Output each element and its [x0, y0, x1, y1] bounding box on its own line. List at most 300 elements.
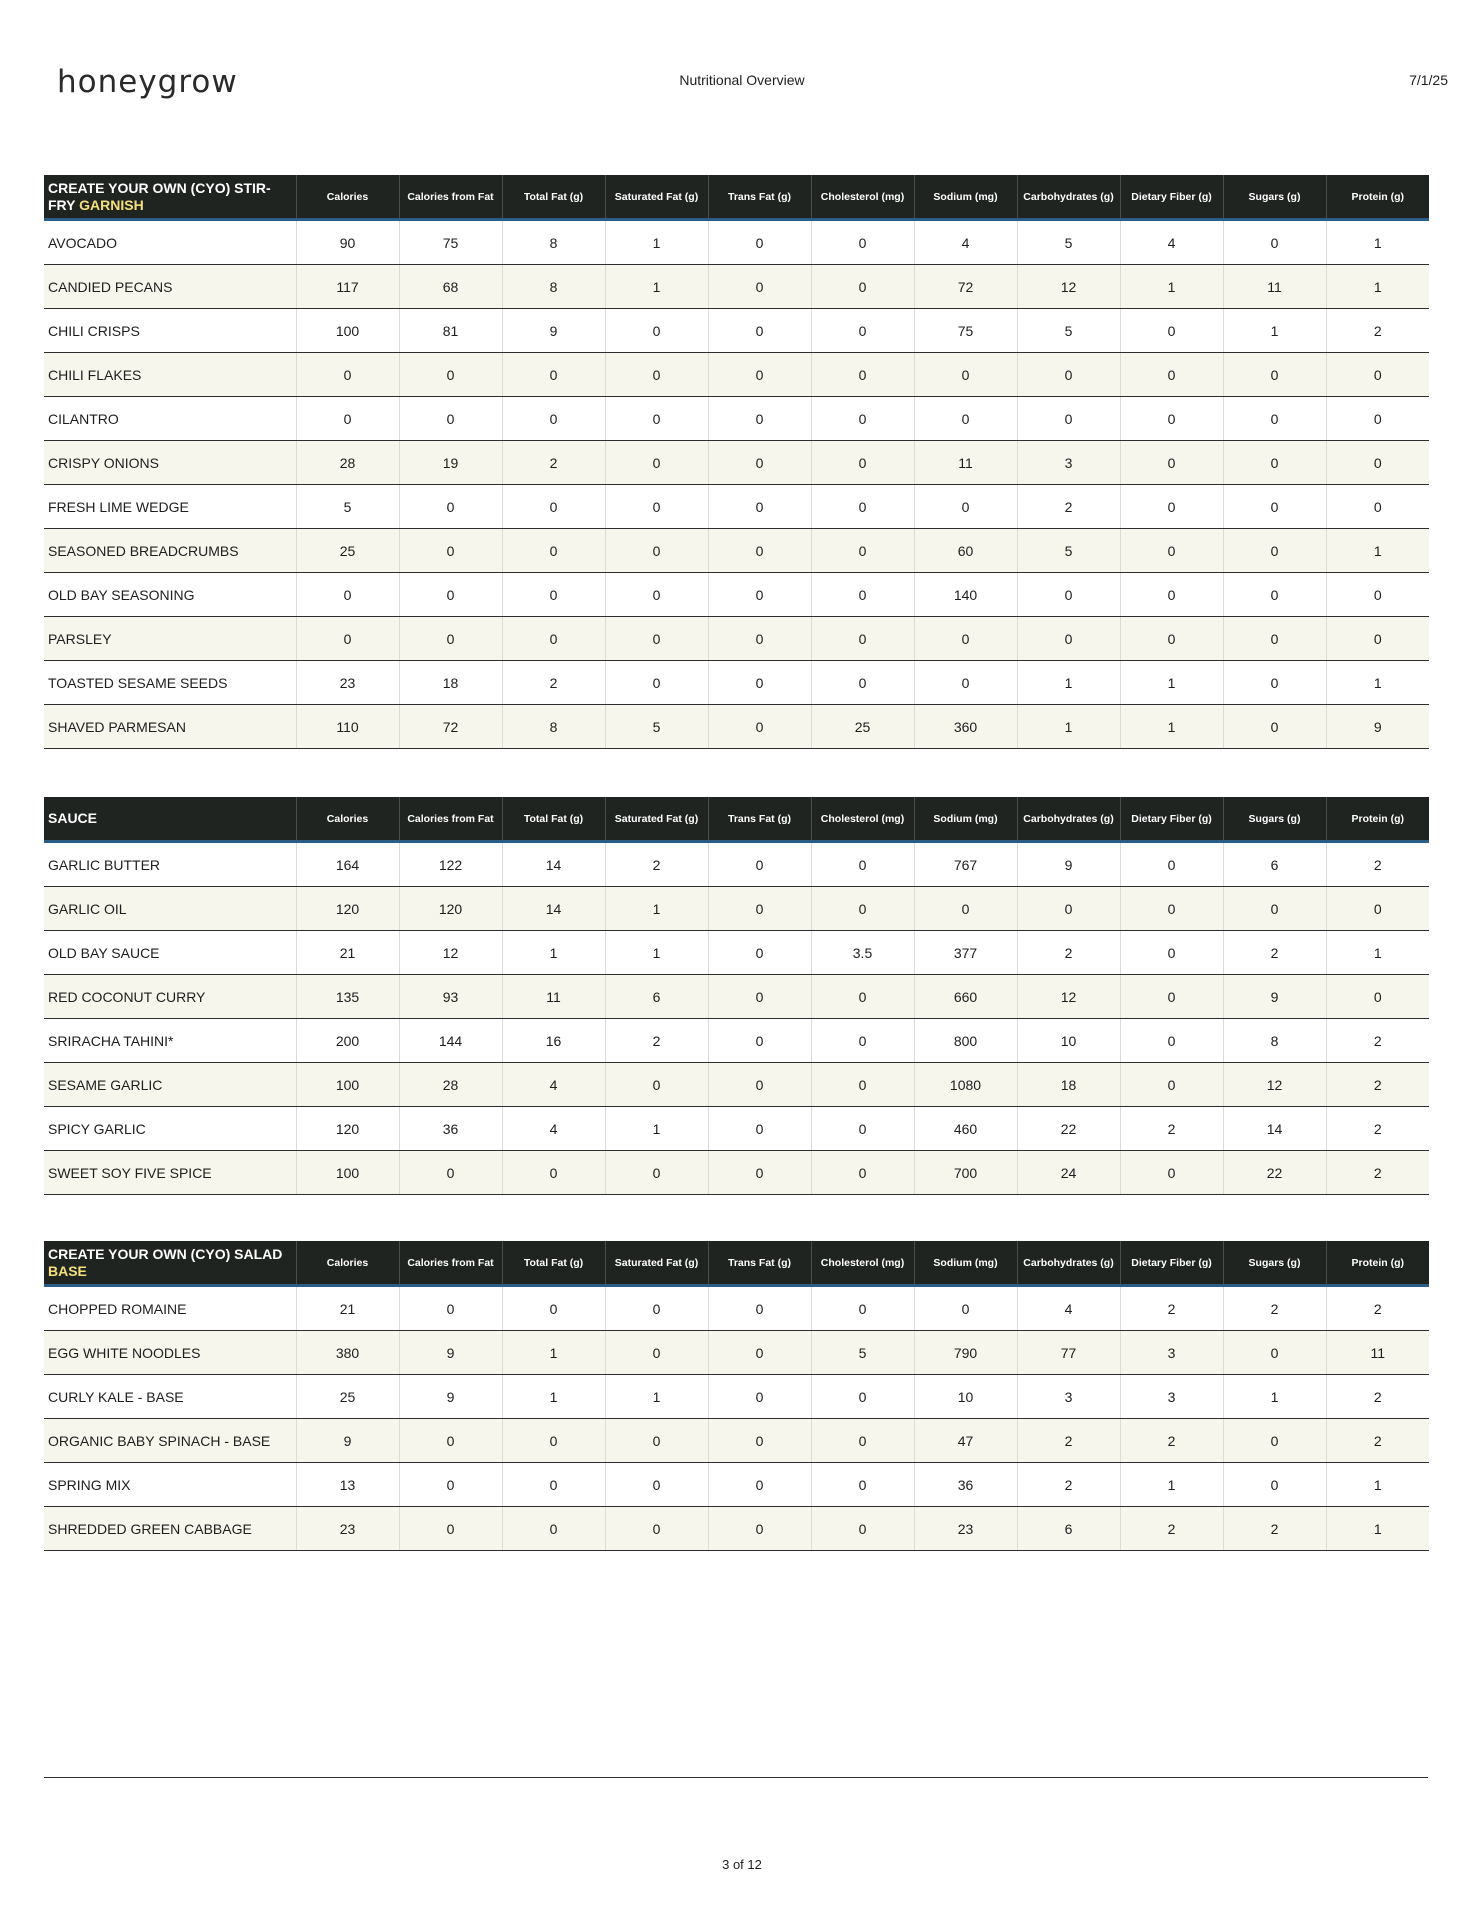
nutrient-value: 2: [605, 1019, 708, 1063]
nutrient-value: 700: [914, 1151, 1017, 1195]
nutrient-value: 0: [811, 353, 914, 397]
nutrient-value: 36: [399, 1107, 502, 1151]
nutrient-value: 0: [296, 573, 399, 617]
item-name: SESAME GARLIC: [44, 1063, 296, 1107]
item-name: TOASTED SESAME SEEDS: [44, 661, 296, 705]
item-name: RED COCONUT CURRY: [44, 975, 296, 1019]
item-name: OLD BAY SAUCE: [44, 931, 296, 975]
table-row: [44, 1107, 1429, 1151]
nutrient-value: 1: [1120, 661, 1223, 705]
nutrient-value: 1: [1326, 265, 1429, 309]
column-header: Dietary Fiber (g): [1120, 175, 1223, 220]
section-title: [44, 1241, 296, 1286]
nutrient-value: 2: [1120, 1419, 1223, 1463]
nutrient-value: 2: [1326, 1419, 1429, 1463]
nutrient-value: 0: [914, 485, 1017, 529]
nutrient-value: 0: [605, 617, 708, 661]
nutrient-value: 4: [914, 220, 1017, 265]
table-row: [44, 353, 1429, 397]
nutrient-value: 0: [1326, 975, 1429, 1019]
nutrient-value: 0: [708, 1286, 811, 1331]
nutrient-value: 1: [502, 931, 605, 975]
nutrient-value: 1: [1326, 220, 1429, 265]
table-row: [44, 397, 1429, 441]
nutrient-value: 120: [296, 1107, 399, 1151]
nutrient-value: 0: [1223, 573, 1326, 617]
nutrition-table: [44, 175, 1429, 749]
column-header: Calories: [296, 797, 399, 842]
nutrient-value: 1: [502, 1331, 605, 1375]
nutrient-value: 0: [605, 353, 708, 397]
nutrient-value: 4: [502, 1107, 605, 1151]
nutrient-value: 6: [1223, 842, 1326, 887]
nutrient-value: 0: [811, 1286, 914, 1331]
nutrient-value: 3: [1120, 1375, 1223, 1419]
nutrient-value: 9: [399, 1331, 502, 1375]
nutrient-value: 1: [1326, 931, 1429, 975]
nutrient-value: 24: [1017, 1151, 1120, 1195]
nutrient-value: 0: [605, 1331, 708, 1375]
nutrient-value: 0: [502, 573, 605, 617]
nutrient-value: 0: [1223, 441, 1326, 485]
nutrient-value: 0: [605, 397, 708, 441]
nutrient-value: 0: [502, 353, 605, 397]
nutrient-value: 0: [1120, 931, 1223, 975]
nutrient-value: 2: [1017, 1463, 1120, 1507]
nutrient-value: 0: [708, 1375, 811, 1419]
section-title: [44, 175, 296, 220]
nutrient-value: 0: [1120, 485, 1223, 529]
nutrient-value: 0: [1017, 397, 1120, 441]
nutrient-value: 0: [708, 441, 811, 485]
table-row: [44, 1019, 1429, 1063]
nutrient-value: 3: [1017, 441, 1120, 485]
footer-divider: [44, 1777, 1428, 1778]
nutrient-value: 8: [502, 705, 605, 749]
nutrient-value: 11: [1223, 265, 1326, 309]
document-title: Nutritional Overview: [679, 72, 805, 88]
nutrient-value: 0: [399, 1463, 502, 1507]
nutrient-value: 0: [914, 661, 1017, 705]
item-name: CANDIED PECANS: [44, 265, 296, 309]
nutrient-value: 0: [811, 441, 914, 485]
nutrition-table: [44, 797, 1429, 1195]
nutrient-value: 4: [502, 1063, 605, 1107]
nutrient-value: 72: [399, 705, 502, 749]
nutrient-value: 2: [1326, 1151, 1429, 1195]
nutrient-value: 0: [296, 617, 399, 661]
nutrient-value: 110: [296, 705, 399, 749]
nutrient-value: 0: [811, 573, 914, 617]
nutrient-value: 0: [811, 1463, 914, 1507]
nutrient-value: 23: [296, 661, 399, 705]
nutrient-value: 5: [1017, 220, 1120, 265]
nutrient-value: 0: [502, 1507, 605, 1551]
column-header: Saturated Fat (g): [605, 1241, 708, 1286]
column-header: Trans Fat (g): [708, 1241, 811, 1286]
table-row: [44, 705, 1429, 749]
nutrient-value: 9: [296, 1419, 399, 1463]
nutrient-value: 0: [811, 529, 914, 573]
item-name: CHILI FLAKES: [44, 353, 296, 397]
nutrient-value: 2: [1017, 931, 1120, 975]
nutrient-value: 0: [914, 617, 1017, 661]
nutrient-value: 12: [1017, 265, 1120, 309]
nutrient-value: 0: [1223, 1419, 1326, 1463]
nutrient-value: 90: [296, 220, 399, 265]
section-title-main: CREATE YOUR OWN (CYO) STIR-FRY: [48, 179, 271, 213]
nutrient-value: 28: [296, 441, 399, 485]
nutrient-value: 47: [914, 1419, 1017, 1463]
nutrient-value: 0: [708, 1019, 811, 1063]
nutrient-value: 0: [708, 975, 811, 1019]
nutrient-value: 1: [605, 265, 708, 309]
column-header: Carbohydrates (g): [1017, 797, 1120, 842]
nutrient-value: 8: [502, 220, 605, 265]
nutrient-value: 1080: [914, 1063, 1017, 1107]
nutrient-value: 93: [399, 975, 502, 1019]
brand-logo: honeygrow: [57, 64, 238, 100]
nutrient-value: 5: [605, 705, 708, 749]
table-row: [44, 842, 1429, 887]
nutrient-value: 0: [811, 661, 914, 705]
section-title-highlight: GARNISH: [79, 196, 144, 213]
nutrient-value: 77: [1017, 1331, 1120, 1375]
nutrient-value: 0: [1120, 1019, 1223, 1063]
table-row: [44, 1331, 1429, 1375]
nutrient-value: 0: [1017, 573, 1120, 617]
table-row: [44, 931, 1429, 975]
nutrient-value: 0: [1223, 397, 1326, 441]
nutrient-value: 2: [1017, 1419, 1120, 1463]
nutrient-value: 0: [1326, 485, 1429, 529]
nutrient-value: 0: [605, 1063, 708, 1107]
nutrient-value: 0: [914, 1286, 1017, 1331]
nutrient-value: 0: [811, 617, 914, 661]
item-name: SHREDDED GREEN CABBAGE: [44, 1507, 296, 1551]
column-header: Dietary Fiber (g): [1120, 1241, 1223, 1286]
column-header: Total Fat (g): [502, 1241, 605, 1286]
nutrition-table: [44, 1241, 1429, 1551]
nutrient-value: 0: [1120, 309, 1223, 353]
nutrient-value: 2: [502, 441, 605, 485]
nutrient-value: 3: [1120, 1331, 1223, 1375]
item-name: SWEET SOY FIVE SPICE: [44, 1151, 296, 1195]
nutrient-value: 5: [1017, 309, 1120, 353]
nutrient-value: 1: [1326, 1463, 1429, 1507]
column-header: Sodium (mg): [914, 175, 1017, 220]
nutrient-value: 1: [605, 1375, 708, 1419]
nutrient-value: 0: [502, 485, 605, 529]
table-row: [44, 975, 1429, 1019]
column-header: Calories: [296, 1241, 399, 1286]
column-header: Sugars (g): [1223, 1241, 1326, 1286]
column-header: Protein (g): [1326, 1241, 1429, 1286]
nutrient-value: 0: [1120, 617, 1223, 661]
column-header: Carbohydrates (g): [1017, 175, 1120, 220]
nutrient-value: 2: [1326, 1375, 1429, 1419]
nutrient-value: 23: [914, 1507, 1017, 1551]
item-name: SPRING MIX: [44, 1463, 296, 1507]
table-row: [44, 220, 1429, 265]
nutrient-value: 0: [708, 265, 811, 309]
nutrient-value: 22: [1017, 1107, 1120, 1151]
table-row: [44, 265, 1429, 309]
nutrient-value: 0: [811, 1419, 914, 1463]
nutrient-value: 0: [1223, 1463, 1326, 1507]
table-row: [44, 1419, 1429, 1463]
nutrient-value: 14: [502, 887, 605, 931]
item-name: EGG WHITE NOODLES: [44, 1331, 296, 1375]
nutrient-value: 0: [708, 1107, 811, 1151]
nutrient-value: 1: [1120, 1463, 1223, 1507]
nutrient-value: 0: [708, 1507, 811, 1551]
nutrient-value: 0: [399, 1507, 502, 1551]
column-header: Protein (g): [1326, 797, 1429, 842]
nutrient-value: 100: [296, 1063, 399, 1107]
nutrient-value: 8: [1223, 1019, 1326, 1063]
item-name: CURLY KALE - BASE: [44, 1375, 296, 1419]
nutrient-value: 0: [1017, 887, 1120, 931]
column-header: Protein (g): [1326, 175, 1429, 220]
nutrient-value: 0: [811, 1507, 914, 1551]
nutrient-value: 1: [1326, 1507, 1429, 1551]
nutrient-value: 1: [1120, 265, 1223, 309]
column-header: Total Fat (g): [502, 797, 605, 842]
table-row: [44, 441, 1429, 485]
nutrient-value: 0: [605, 1507, 708, 1551]
nutrient-value: 0: [914, 353, 1017, 397]
column-header: Sodium (mg): [914, 1241, 1017, 1286]
nutrient-value: 0: [811, 397, 914, 441]
nutrient-value: 0: [708, 617, 811, 661]
nutrient-value: 135: [296, 975, 399, 1019]
nutrient-value: 0: [1223, 220, 1326, 265]
nutrient-value: 0: [605, 1463, 708, 1507]
nutrient-value: 0: [605, 661, 708, 705]
nutrient-value: 0: [811, 975, 914, 1019]
nutrient-value: 0: [296, 397, 399, 441]
nutrient-value: 0: [708, 1063, 811, 1107]
nutrient-value: 19: [399, 441, 502, 485]
nutrient-value: 28: [399, 1063, 502, 1107]
column-header: Calories from Fat: [399, 175, 502, 220]
item-name: AVOCADO: [44, 220, 296, 265]
nutrient-value: 144: [399, 1019, 502, 1063]
nutrient-value: 0: [1017, 617, 1120, 661]
item-name: OLD BAY SEASONING: [44, 573, 296, 617]
nutrient-value: 3.5: [811, 931, 914, 975]
nutrient-value: 0: [1326, 573, 1429, 617]
nutrient-value: 18: [1017, 1063, 1120, 1107]
item-name: SEASONED BREADCRUMBS: [44, 529, 296, 573]
nutrient-value: 1: [605, 931, 708, 975]
nutrient-value: 0: [708, 529, 811, 573]
column-header: Saturated Fat (g): [605, 175, 708, 220]
nutrient-value: 10: [914, 1375, 1017, 1419]
nutrient-value: 1: [1120, 705, 1223, 749]
nutrient-value: 0: [811, 265, 914, 309]
nutrient-value: 380: [296, 1331, 399, 1375]
nutrient-value: 4: [1017, 1286, 1120, 1331]
nutrient-value: 0: [1120, 1063, 1223, 1107]
nutrient-value: 9: [399, 1375, 502, 1419]
page-header: [0, 60, 1484, 110]
nutrient-value: 0: [502, 617, 605, 661]
nutrient-value: 2: [1120, 1107, 1223, 1151]
nutrient-value: 1: [1017, 661, 1120, 705]
nutrient-value: 0: [399, 617, 502, 661]
nutrient-value: 9: [1326, 705, 1429, 749]
nutrient-value: 25: [296, 1375, 399, 1419]
nutrient-value: 0: [399, 1151, 502, 1195]
nutrient-value: 0: [811, 1019, 914, 1063]
nutrient-value: 0: [399, 529, 502, 573]
column-header: Calories from Fat: [399, 1241, 502, 1286]
nutrient-value: 1: [1223, 309, 1326, 353]
nutrient-value: 25: [811, 705, 914, 749]
nutrient-value: 0: [811, 1375, 914, 1419]
nutrient-value: 122: [399, 842, 502, 887]
nutrient-value: 0: [708, 1419, 811, 1463]
item-name: CRISPY ONIONS: [44, 441, 296, 485]
nutrient-value: 2: [1326, 309, 1429, 353]
nutrient-value: 0: [502, 1419, 605, 1463]
nutrient-value: 1: [502, 1375, 605, 1419]
column-header: Trans Fat (g): [708, 797, 811, 842]
column-header: Sodium (mg): [914, 797, 1017, 842]
column-header: Cholesterol (mg): [811, 1241, 914, 1286]
nutrient-value: 12: [1017, 975, 1120, 1019]
nutrient-value: 0: [1017, 353, 1120, 397]
section-title: [44, 797, 296, 842]
section-title-highlight: BASE: [48, 1262, 87, 1279]
nutrient-value: 2: [1223, 1507, 1326, 1551]
nutrient-value: 0: [605, 485, 708, 529]
column-header: Cholesterol (mg): [811, 175, 914, 220]
nutrient-value: 1: [605, 1107, 708, 1151]
nutrient-value: 0: [811, 842, 914, 887]
table-row: [44, 617, 1429, 661]
nutrient-value: 2: [1017, 485, 1120, 529]
nutrient-value: 12: [1223, 1063, 1326, 1107]
nutrient-value: 460: [914, 1107, 1017, 1151]
nutrient-value: 2: [1326, 1019, 1429, 1063]
nutrient-value: 120: [399, 887, 502, 931]
nutrient-value: 81: [399, 309, 502, 353]
nutrient-value: 3: [1017, 1375, 1120, 1419]
nutrient-value: 0: [1120, 573, 1223, 617]
nutrient-value: 0: [1223, 887, 1326, 931]
nutrient-value: 0: [914, 397, 1017, 441]
nutrient-value: 100: [296, 309, 399, 353]
nutrient-value: 117: [296, 265, 399, 309]
nutrient-value: 13: [296, 1463, 399, 1507]
table-row: [44, 1286, 1429, 1331]
table-row: [44, 309, 1429, 353]
nutrient-value: 75: [914, 309, 1017, 353]
nutrient-value: 2: [1326, 1063, 1429, 1107]
nutrient-value: 0: [399, 397, 502, 441]
table-row: [44, 1375, 1429, 1419]
nutrient-value: 68: [399, 265, 502, 309]
nutrient-value: 21: [296, 931, 399, 975]
nutrient-value: 60: [914, 529, 1017, 573]
nutrient-value: 2: [1223, 931, 1326, 975]
nutrient-value: 5: [1017, 529, 1120, 573]
nutrient-value: 0: [502, 397, 605, 441]
nutrient-value: 0: [811, 1107, 914, 1151]
nutrient-value: 0: [1223, 485, 1326, 529]
nutrient-value: 22: [1223, 1151, 1326, 1195]
table-row: [44, 529, 1429, 573]
nutrient-value: 0: [1223, 353, 1326, 397]
nutrient-value: 0: [914, 887, 1017, 931]
nutrient-value: 0: [1120, 975, 1223, 1019]
nutrient-value: 11: [502, 975, 605, 1019]
nutrient-value: 0: [708, 1463, 811, 1507]
nutrient-value: 0: [708, 1331, 811, 1375]
nutrient-value: 16: [502, 1019, 605, 1063]
nutrient-value: 200: [296, 1019, 399, 1063]
nutrient-value: 0: [605, 441, 708, 485]
nutrient-value: 5: [811, 1331, 914, 1375]
nutrient-value: 0: [502, 1463, 605, 1507]
section-title-main: CREATE YOUR OWN (CYO) SALAD: [48, 1245, 283, 1262]
nutrient-value: 6: [605, 975, 708, 1019]
nutrient-value: 120: [296, 887, 399, 931]
column-header: Sugars (g): [1223, 175, 1326, 220]
nutrient-value: 2: [1120, 1286, 1223, 1331]
column-header: Trans Fat (g): [708, 175, 811, 220]
nutrient-value: 0: [811, 309, 914, 353]
nutrient-value: 0: [502, 529, 605, 573]
nutrient-value: 0: [399, 485, 502, 529]
item-name: SPICY GARLIC: [44, 1107, 296, 1151]
nutrient-value: 2: [605, 842, 708, 887]
nutrient-value: 0: [1120, 397, 1223, 441]
nutrient-value: 0: [605, 573, 708, 617]
nutrient-value: 0: [708, 887, 811, 931]
nutrient-value: 0: [399, 353, 502, 397]
item-name: CHOPPED ROMAINE: [44, 1286, 296, 1331]
nutrient-value: 0: [605, 309, 708, 353]
column-header: Total Fat (g): [502, 175, 605, 220]
nutrient-value: 0: [811, 1151, 914, 1195]
nutrient-value: 11: [1326, 1331, 1429, 1375]
nutrient-value: 1: [1223, 1375, 1326, 1419]
nutrient-value: 0: [502, 1151, 605, 1195]
nutrient-value: 2: [1326, 1107, 1429, 1151]
nutrient-value: 21: [296, 1286, 399, 1331]
nutrient-value: 790: [914, 1331, 1017, 1375]
nutrient-value: 1: [605, 220, 708, 265]
table-row: [44, 661, 1429, 705]
column-header: Sugars (g): [1223, 797, 1326, 842]
column-header: Calories from Fat: [399, 797, 502, 842]
nutrient-value: 0: [1326, 441, 1429, 485]
nutrient-value: 2: [502, 661, 605, 705]
nutrient-value: 1: [1326, 661, 1429, 705]
nutrient-value: 0: [811, 485, 914, 529]
nutrient-value: 0: [811, 220, 914, 265]
item-name: SHAVED PARMESAN: [44, 705, 296, 749]
nutrient-value: 14: [1223, 1107, 1326, 1151]
nutrient-value: 0: [708, 485, 811, 529]
nutrient-value: 0: [708, 705, 811, 749]
nutrient-value: 2: [1223, 1286, 1326, 1331]
column-header: Saturated Fat (g): [605, 797, 708, 842]
